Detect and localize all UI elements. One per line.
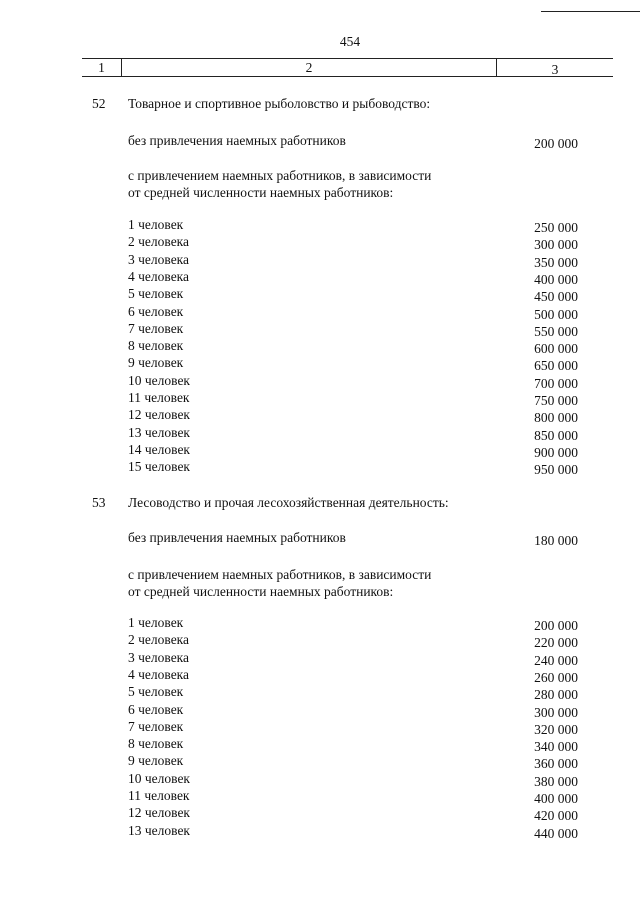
row-label: 3 человека: [128, 251, 190, 267]
row-value: 380 000: [534, 773, 578, 789]
row-label: 11 человек: [128, 788, 190, 803]
row-label: 9 человек: [128, 753, 184, 769]
table-row: [0, 425, 640, 443]
without-employees-row: [0, 530, 640, 548]
row-value: 440 000: [534, 825, 578, 841]
table-row: [0, 286, 640, 304]
table-row: [0, 615, 640, 633]
row-label: 8 человек: [128, 338, 184, 354]
row-label: 2 человека: [128, 632, 190, 648]
table-row: [0, 217, 640, 235]
page-number: 454: [339, 34, 361, 49]
row-label: 6 человек: [128, 303, 184, 319]
row-label: 12 человек: [128, 407, 190, 423]
table-row: [0, 252, 640, 270]
table-row: [0, 805, 640, 823]
table-row: [0, 321, 640, 339]
table-row: [0, 702, 640, 720]
with-employees-line-2: от средней численности наемных работников:: [128, 185, 394, 200]
row-label: 12 человек: [128, 805, 190, 821]
row-label: 13 человек: [128, 822, 190, 838]
with-employees-line-2: от средней численности наемных работников:: [128, 584, 394, 599]
row-value: 900 000: [534, 444, 578, 460]
table-row: [0, 459, 640, 477]
table-row: [0, 338, 640, 356]
table-row: [0, 373, 640, 391]
table-row: [0, 823, 640, 841]
row-value: 450 000: [534, 289, 578, 305]
row-value: 300 000: [534, 704, 578, 720]
row-label: 8 человек: [128, 736, 184, 752]
row-label: 10 человек: [128, 372, 190, 388]
table-row: [0, 788, 640, 806]
row-label: 4 человека: [128, 666, 190, 682]
section-title: Лесоводство и прочая лесохозяйственная деятельность:: [128, 495, 449, 510]
row-value: 260 000: [534, 669, 578, 685]
row-label: 7 человек: [128, 718, 184, 734]
section-title: Товарное и спортивное рыболовство и рыбоводство:: [128, 96, 431, 111]
row-value: 320 000: [534, 721, 578, 737]
header-col-2: 2: [122, 59, 497, 76]
table-row: [0, 736, 640, 754]
row-value: 360 000: [534, 756, 578, 772]
row-value: 400 000: [534, 791, 578, 806]
table-row: [0, 684, 640, 702]
header-col-1: 1: [82, 59, 122, 76]
row-label: 2 человека: [128, 234, 190, 250]
table-row: [0, 355, 640, 373]
without-employees-label: без привлечения наемных работников: [128, 133, 346, 148]
without-employees-value: 180 000: [534, 533, 578, 548]
with-employees-line-1: с привлечением наемных работников, в зависимости: [128, 168, 432, 183]
without-employees-row: [0, 133, 640, 151]
row-label: 11 человек: [128, 390, 190, 405]
row-value: 500 000: [534, 306, 578, 322]
row-value: 280 000: [534, 687, 578, 703]
table-row: [0, 667, 640, 685]
row-label: 15 человек: [128, 459, 190, 475]
row-value: 700 000: [534, 375, 578, 391]
row-label: 4 человека: [128, 268, 190, 284]
row-value: 600 000: [534, 341, 578, 357]
table-row: [0, 650, 640, 668]
table-row: [0, 753, 640, 771]
with-employees-text: [128, 167, 431, 201]
row-label: 3 человека: [128, 649, 190, 665]
without-employees-value: 200 000: [534, 136, 578, 151]
with-employees-text: [128, 566, 431, 600]
table-row: [0, 407, 640, 425]
table-row: [0, 304, 640, 322]
row-value: 220 000: [534, 635, 578, 651]
with-employees-line-1: с привлечением наемных работников, в зависимости: [128, 567, 432, 582]
row-value: 950 000: [534, 462, 578, 478]
table-row: [0, 719, 640, 737]
table-header: [82, 58, 613, 77]
table-row: [0, 442, 640, 460]
row-label: 13 человек: [128, 424, 190, 440]
row-label: 10 человек: [128, 770, 190, 786]
row-value: 200 000: [534, 618, 578, 633]
table-row: [0, 234, 640, 252]
row-value: 400 000: [534, 271, 578, 287]
table-row: [0, 632, 640, 650]
row-label: 1 человек: [128, 615, 184, 630]
header-col-3: 3: [551, 62, 559, 77]
row-label: 14 человек: [128, 441, 190, 457]
row-label: 5 человек: [128, 684, 184, 700]
row-label: 6 человек: [128, 701, 184, 717]
row-value: 650 000: [534, 358, 578, 374]
row-value: 800 000: [534, 410, 578, 426]
row-value: 340 000: [534, 739, 578, 755]
table-row: [0, 771, 640, 789]
without-employees-label: без привлечения наемных работников: [128, 530, 346, 545]
section-number: 53: [92, 495, 106, 510]
row-value: 350 000: [534, 254, 578, 270]
row-value: 420 000: [534, 808, 578, 824]
row-value: 550 000: [534, 323, 578, 339]
row-value: 240 000: [534, 652, 578, 668]
row-label: 7 человек: [128, 320, 184, 336]
row-value: 850 000: [534, 427, 578, 443]
top-right-rule: [541, 11, 640, 12]
row-value: 250 000: [534, 220, 578, 235]
row-value: 300 000: [534, 237, 578, 253]
row-label: 9 человек: [128, 355, 184, 371]
row-label: 1 человек: [128, 217, 184, 232]
row-value: 750 000: [534, 393, 578, 408]
table-row: [0, 269, 640, 287]
row-label: 5 человек: [128, 286, 184, 302]
table-row: [0, 390, 640, 408]
section-number: 52: [92, 96, 106, 111]
